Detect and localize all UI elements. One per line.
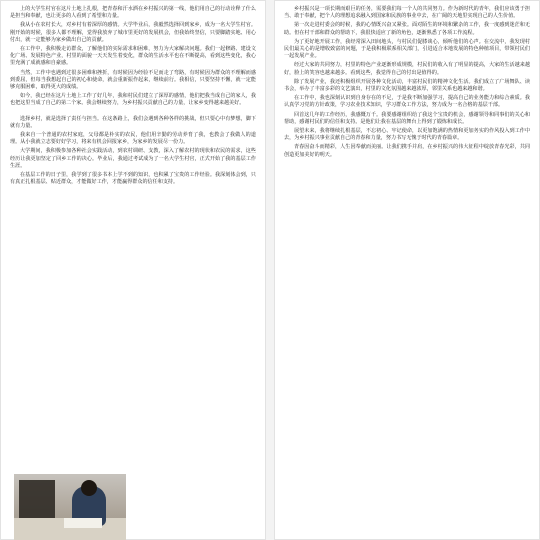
paragraph: 展望未来，我将继续扎根基层，不忘初心、牢记使命，以更加饱满的热情和更加务实的作风投入到工作中去，为乡村振兴事业贡献自己的青春和力量，努力书写无愧于时代的青春篇章。 — [284, 128, 530, 142]
paragraph: 乡村振兴是一项长期而艰巨的任务，需要我们每一个人的共同努力。作为新时代的青年，我们应该勇于担当、敢于奉献，把个人的理想追求融入到国家和民族的事业中去，在广阔的天地里实现自己的人生价值。 — [284, 6, 530, 20]
paragraph: 我来自一个普通的农村家庭，父母都是朴实的农民，他们用辛勤的劳动养育了我，也教会了我做人的道理。从小我就立志要好好学习，将来有机会回报家乡，为家乡的发展尽一份力。 — [10, 132, 256, 146]
paragraph: 除了发展产业，我还积极组织开展各种文化活动，丰富村民们的精神文化生活。我们成立了广场舞队、读书会，举办了丰富多彩的文艺演出，村里的文化氛围越来越浓厚，邻里关系也越来越和谐。 — [284, 78, 530, 93]
paragraph: 回首这几年的工作经历，我感慨万千。我要感谢组织给了我这个宝贵的机会，感谢领导和同事们的关心和帮助，感谢村民们的信任和支持。是他们让我在基层的舞台上得到了锻炼和成长。 — [284, 111, 530, 125]
paragraph: 在工作中，我也深刻认识到自身存在的不足，于是我不断加强学习，提高自己的业务能力和综合素质。我认真学习党的方针政策，学习农业技术知识，学习群众工作方法，努力成为一名合格的基层干部。 — [284, 95, 530, 109]
paragraph: 在基层工作的日子里，我学到了很多书本上学不到的知识，也积累了宝贵的工作经验。我深刻体会到，只有真正扎根基层、贴近群众，才能做好工作，才能赢得群众的信任和支持。 — [10, 172, 256, 186]
paragraph: 我从小在农村长大，对乡村有着深厚的感情。大学毕业后，我毅然选择回到家乡，成为一名大学生村官。刚开始的时候，很多人都不理解，觉得我放弃了城市里更好的发展机会，但我始终坚信，只要脚踏实地、用心付出，就一定能够为家乡做出自己的贡献。 — [10, 22, 256, 43]
left-page — [0, 0, 266, 540]
photo — [14, 474, 126, 540]
paragraph: 如今，我已经在这片土地上工作了好几年，我和村民们建立了深厚的感情，他们把我当成自己的家人，我也把这里当成了自己的第二个家。我会继续努力，为乡村振兴贡献自己的力量，让家乡变得越来越美好。 — [10, 93, 256, 107]
paragraph: 大学期间，我积极参加各种社会实践活动，到农村调研、支教，深入了解农村的现状和农民的需求，这些经历让我更加坚定了回乡工作的决心。毕业后，我通过考试成为了一名大学生村官，正式开始了我的基层工作生涯。 — [10, 148, 256, 169]
paragraph: 上的大学生村官在这片土地上扎根，把青春和汗水洒在乡村振兴的第一线，他们用自己的行动诠释了什么是担当和奉献，也让更多的人看到了希望和力量。 — [10, 6, 256, 20]
paragraph: 当然，工作中也遇到过很多困难和挫折，有时候因为经验不足而走了弯路，有时候因为群众的不理解而感到委屈，但每当我想起自己的初心和使命，就会重新振作起来，继续前行。我相信，只要坚持不懈，就一定能够克服困难，取得更大的成绩。 — [10, 69, 256, 91]
left-page-text — [0, 0, 266, 186]
paragraph: 经过大家的共同努力，村里的特色产业逐渐形成规模，村民们的收入有了明显的提高，大家的生活越来越好，脸上的笑容也越来越多。看到这些，我觉得自己的付出是值得的。 — [284, 62, 530, 76]
paragraph: 选择乡村，就是选择了责任与担当。在这条路上，我们会遇到各种各样的挑战，但只要心中有梦想，脚下就有力量。 — [10, 115, 256, 129]
paragraph: 青春因奋斗而精彩，人生因奉献而美丽。让我们携手并肩，在乡村振兴的伟大征程中绽放青春光彩，共同创造更加美好的明天。 — [284, 144, 530, 158]
paragraph: 第一次走进村委会的时候，我的心情既兴奋又紧张。面对陌生的环境和繁杂的工作，我一度感到迷茫和无助。但在村干部和群众的帮助下，我很快适应了新的角色，逐渐熟悉了各项工作流程。 — [284, 22, 530, 36]
right-page — [274, 0, 540, 540]
paragraph: 为了更好地开展工作，我经常深入田间地头，与村民们促膝谈心，倾听他们的心声。在交流中，我发现村民们最关心的是增收致富的问题，于是我积极联系相关部门，引进适合本地发展的特色种植项目，带领村民们一起发展产业。 — [284, 38, 530, 60]
photo-person-head — [81, 480, 97, 496]
right-page-text — [274, 0, 540, 159]
paragraph: 在工作中，我积极走访群众，了解他们的实际需求和困难，努力为大家解决问题。我们一起修路、建设文化广场、发展特色产业，村里的面貌一天天发生着变化，群众的生活水平也在不断提高，看到这些变化，我心里充满了成就感和自豪感。 — [10, 46, 256, 67]
photo-book — [64, 518, 102, 528]
